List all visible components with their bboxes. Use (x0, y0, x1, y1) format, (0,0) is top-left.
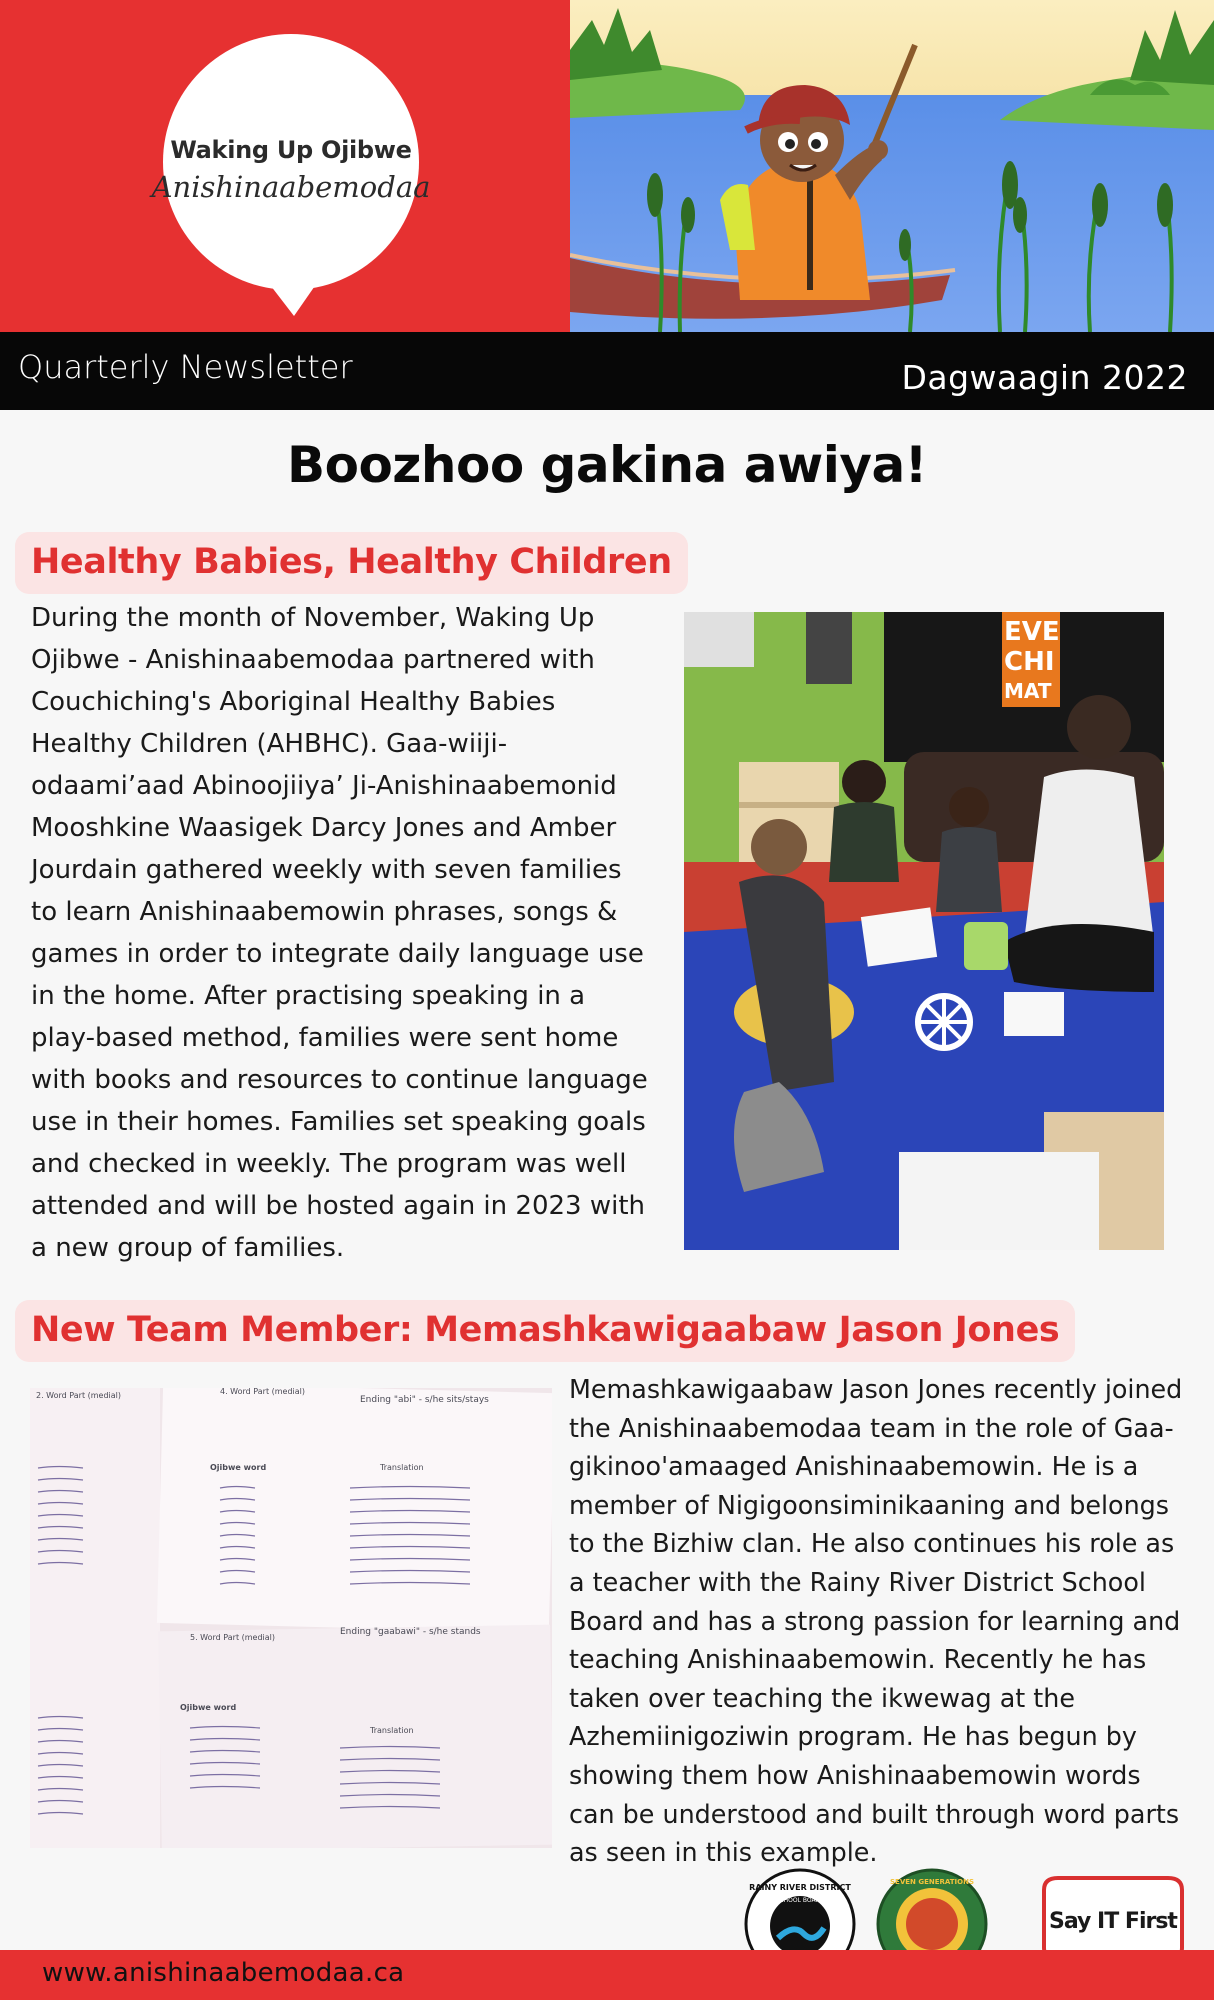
poster-text-line2: CHI (1004, 647, 1055, 677)
logo-subtitle: Anishinaabemodaa (151, 170, 431, 204)
poster-text-line3: MAT (1004, 679, 1052, 703)
footer-bar (0, 1950, 1214, 2000)
worksheet-col-ojibwe-1: Ojibwe word (210, 1463, 267, 1472)
worksheet-col-ojibwe-2: Ojibwe word (180, 1703, 237, 1712)
section-body-healthy-babies: During the month of November, Waking Up Ojibwe - Anishinaabemodaa partnered with Couchiching's Aboriginal Healthy Babies Healthy Children (AHBHC). Gaa-wiiji-odaami’aad Abinoojiiya’ Ji-Anishinaabemonid Mooshkine Waasigek Darcy Jones and Amber Jourdain gathered weekly with seven families to learn Anishinaabemowin phrases, songs & games in order to integrate daily language use in the home. After practising speaking in a play-based method, families were sent home with books and resources to continue language use in their homes. Families set speaking goals and checked in weekly. The program was well attended and will be hosted again in 2023 with a new group of families. (31, 603, 648, 1263)
speech-bubble-logo (144, 22, 438, 316)
section-title-healthy-babies: Healthy Babies, Healthy Children (15, 532, 688, 594)
newsletter-type: Quarterly Newsletter (18, 348, 353, 386)
seven-top-text: SEVEN GENERATIONS (890, 1878, 974, 1886)
logo-title: Waking Up Ojibwe (170, 136, 412, 164)
photo-word-part-worksheet (30, 1388, 552, 1848)
worksheet-ending-2: Ending "gaabawi" - s/he stands (340, 1627, 481, 1637)
say-it-first-text: Say IT First (1049, 1909, 1177, 1934)
website-link[interactable]: www.anishinaabemodaa.ca (42, 1958, 405, 1988)
rrdsb-mid-text: SCHOOL BOARD (775, 1897, 825, 1904)
section-title-new-team-member: New Team Member: Memashkawigaabaw Jason Jones (15, 1300, 1075, 1362)
worksheet-col-translation-2: Translation (370, 1726, 414, 1735)
newsletter-season: Dagwaagin 2022 (901, 358, 1188, 397)
worksheet-col-translation-1: Translation (380, 1463, 424, 1472)
worksheet-ending-1: Ending "abi" - s/he sits/stays (360, 1395, 489, 1405)
worksheet-title-left: 2. Word Part (medial) (36, 1391, 121, 1400)
section-body-new-team-member: Memashkawigaabaw Jason Jones recently joined the Anishinaabemodaa team in the role of Gaa-gikinoo'amaaged Anishinaabemowin. He is a member of Nigigoonsiminikaaning and belongs to the Bizhiw clan. He also continues his role as a teacher with the Rainy River District School Board and has a strong passion for learning and teaching Anishinaabemowin. Recently he has taken over teaching the ikwewag at the Azhemiinigoziwin program. He has begun by showing them how Anishinaabemowin words can be understood and built through word parts as seen in this example. (569, 1374, 1183, 1868)
photo-family-session (684, 612, 1164, 1250)
greeting-heading: Boozhoo gakina awiya! (287, 436, 927, 494)
poster-text-line1: EVE (1004, 617, 1060, 647)
worksheet-title-mid: 4. Word Part (medial) (220, 1388, 305, 1396)
worksheet-title-lower: 5. Word Part (medial) (190, 1633, 275, 1642)
newsletter-header (0, 0, 1214, 332)
rrdsb-top-text: RAINY RIVER DISTRICT (749, 1883, 851, 1892)
newsletter-banner (0, 332, 1214, 410)
header-illustration (570, 0, 1214, 332)
